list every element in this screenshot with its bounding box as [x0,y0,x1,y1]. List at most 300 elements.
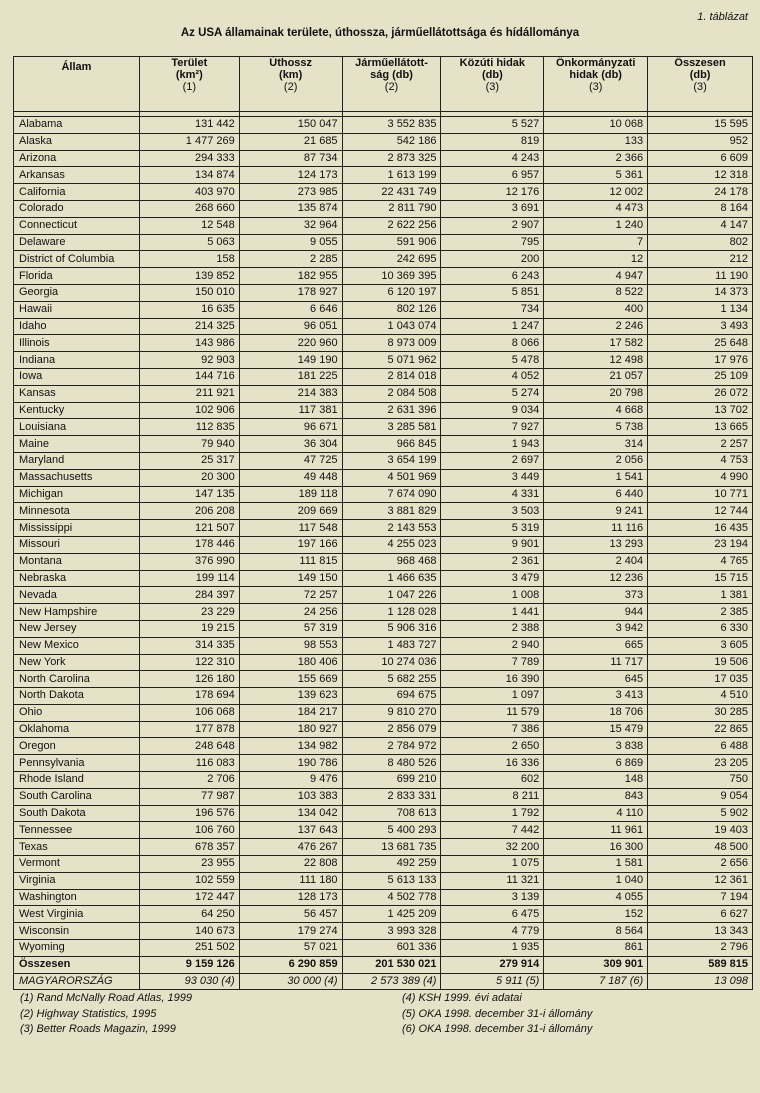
table-cell: 6 440 [544,486,648,503]
table-cell: 699 210 [342,772,441,789]
table-cell: 12 176 [441,184,544,201]
column-header-road-bridges [441,57,544,112]
state-name: Minnesota [14,503,140,520]
table-cell: 117 381 [239,402,342,419]
state-name: Missouri [14,536,140,553]
table-cell: 13 098 [648,973,753,990]
total-label: Összesen [14,956,140,973]
table-cell: 111 180 [239,872,342,889]
table-cell: 137 643 [239,822,342,839]
header-line: Önkormányzati [555,57,636,69]
table-row [14,704,753,721]
table-cell: 601 336 [342,940,441,957]
table-cell: 12 548 [139,217,239,234]
table-cell: 180 406 [239,654,342,671]
table-cell: 32 964 [239,217,342,234]
table-row [14,570,753,587]
table-cell: 476 267 [239,839,342,856]
table-cell: 5 911 (5) [441,973,544,990]
table-cell: 144 716 [139,368,239,385]
header-source: (3) [485,81,500,93]
table-cell: 750 [648,772,753,789]
table-cell: 1 466 635 [342,570,441,587]
state-name: Pennsylvania [14,755,140,772]
state-name: Louisiana [14,419,140,436]
table-cell: 12 498 [544,352,648,369]
table-cell: 5 400 293 [342,822,441,839]
table-cell: 30 000 (4) [239,973,342,990]
table-cell: 2 285 [239,251,342,268]
source-note: (1) Rand McNally Road Atlas, 1999 [20,992,193,1004]
table-cell: 131 442 [139,117,239,134]
table-cell: 403 970 [139,184,239,201]
table-cell: 7 386 [441,721,544,738]
table-cell: 200 [441,251,544,268]
table-cell: 678 357 [139,839,239,856]
table-cell: 2 856 079 [342,721,441,738]
table-cell: 7 442 [441,822,544,839]
table-cell: 1 792 [441,805,544,822]
table-cell: 5 738 [544,419,648,436]
table-cell: 1 097 [441,688,544,705]
table-cell: 10 274 036 [342,654,441,671]
table-cell: 22 865 [648,721,753,738]
table-cell: 134 042 [239,805,342,822]
table-cell: 2 257 [648,436,753,453]
table-cell: 12 002 [544,184,648,201]
table-cell: 9 055 [239,234,342,251]
table-cell: 13 702 [648,402,753,419]
table-cell: 25 109 [648,368,753,385]
table-cell: 214 383 [239,385,342,402]
table-cell: 211 921 [139,385,239,402]
state-name: New York [14,654,140,671]
state-name: California [14,184,140,201]
table-cell: 18 706 [544,704,648,721]
state-name: Ohio [14,704,140,721]
state-name: Maine [14,436,140,453]
table-cell: 23 205 [648,755,753,772]
table-cell: 15 715 [648,570,753,587]
table-cell: 150 010 [139,284,239,301]
table-cell: 6 646 [239,301,342,318]
table-cell: 589 815 [648,956,753,973]
table-cell: 22 431 749 [342,184,441,201]
table-cell: 5 274 [441,385,544,402]
table-row [14,856,753,873]
table-row [14,234,753,251]
header-line: (km²) [175,69,203,81]
table-cell: 79 940 [139,436,239,453]
state-name: West Virginia [14,906,140,923]
table-cell: 196 576 [139,805,239,822]
table-cell: 3 654 199 [342,452,441,469]
table-cell: 16 435 [648,520,753,537]
table-cell: 17 582 [544,335,648,352]
table-cell: 268 660 [139,200,239,217]
state-name: Wisconsin [14,923,140,940]
table-cell: 251 502 [139,940,239,957]
table-cell: 314 335 [139,637,239,654]
table-row [14,318,753,335]
table-cell: 12 [544,251,648,268]
table-number: 1. táblázat [697,11,748,23]
table-cell: 4 779 [441,923,544,940]
state-name: New Jersey [14,620,140,637]
state-name: Alabama [14,117,140,134]
table-cell: 4 052 [441,368,544,385]
table-cell: 199 114 [139,570,239,587]
table-cell: 645 [544,671,648,688]
state-name: Idaho [14,318,140,335]
state-name: Hawaii [14,301,140,318]
table-row [14,133,753,150]
header-row [14,57,753,112]
table-cell: 2 784 972 [342,738,441,755]
table-cell: 1 483 727 [342,637,441,654]
table-cell: 819 [441,133,544,150]
table-cell: 12 318 [648,167,753,184]
state-name: Alaska [14,133,140,150]
hungary-row [14,973,753,990]
table-cell: 47 725 [239,452,342,469]
header-line: hidak (db) [569,69,622,81]
table-cell: 10 369 395 [342,268,441,285]
table-row [14,637,753,654]
table-cell: 220 960 [239,335,342,352]
table-cell: 4 147 [648,217,753,234]
table-cell: 802 [648,234,753,251]
table-cell: 48 500 [648,839,753,856]
header-line: Járműellátott- [355,57,428,69]
table-cell: 2 573 389 (4) [342,973,441,990]
table-cell: 3 993 328 [342,923,441,940]
table-row [14,839,753,856]
table-row [14,553,753,570]
table-cell: 8 480 526 [342,755,441,772]
table-cell: 9 241 [544,503,648,520]
table-cell: 124 173 [239,167,342,184]
table-cell: 77 987 [139,788,239,805]
table-cell: 4 331 [441,486,544,503]
table-cell: 966 845 [342,436,441,453]
table-cell: 376 990 [139,553,239,570]
table-cell: 602 [441,772,544,789]
state-name: Washington [14,889,140,906]
table-cell: 802 126 [342,301,441,318]
hungary-label: MAGYARORSZÁG [14,973,140,990]
table-cell: 9 034 [441,402,544,419]
table-cell: 6 475 [441,906,544,923]
table-cell: 861 [544,940,648,957]
state-name: District of Columbia [14,251,140,268]
table-cell: 209 669 [239,503,342,520]
table-cell: 4 473 [544,200,648,217]
table-row [14,604,753,621]
header-line: Közúti hidak [459,57,526,69]
state-name: South Carolina [14,788,140,805]
table-cell: 2 056 [544,452,648,469]
table-cell: 13 343 [648,923,753,940]
column-header-road-length [239,57,342,112]
state-name: Oklahoma [14,721,140,738]
table-cell: 25 648 [648,335,753,352]
table-cell: 15 479 [544,721,648,738]
table-cell: 9 901 [441,536,544,553]
table-cell: 3 838 [544,738,648,755]
table-cell: 21 685 [239,133,342,150]
table-cell: 492 259 [342,856,441,873]
table-cell: 3 881 829 [342,503,441,520]
table-cell: 116 083 [139,755,239,772]
table-cell: 3 139 [441,889,544,906]
table-cell: 944 [544,604,648,621]
table-row [14,167,753,184]
table-cell: 8 066 [441,335,544,352]
table-cell: 279 914 [441,956,544,973]
table-cell: 8 522 [544,284,648,301]
table-row [14,940,753,957]
table-cell: 20 798 [544,385,648,402]
table-cell: 22 808 [239,856,342,873]
table-cell: 4 765 [648,553,753,570]
table-cell: 6 330 [648,620,753,637]
table-cell: 7 [544,234,648,251]
table-cell: 1 247 [441,318,544,335]
source-notes-right [402,991,592,1038]
table-cell: 734 [441,301,544,318]
table-cell: 7 194 [648,889,753,906]
table-cell: 6 627 [648,906,753,923]
table-cell: 1 541 [544,469,648,486]
table-row [14,822,753,839]
table-cell: 30 285 [648,704,753,721]
table-cell: 2 706 [139,772,239,789]
table-cell: 12 236 [544,570,648,587]
table-cell: 150 047 [239,117,342,134]
table-cell: 180 927 [239,721,342,738]
table-row [14,536,753,553]
table-cell: 140 673 [139,923,239,940]
table-cell: 3 479 [441,570,544,587]
table-cell: 139 852 [139,268,239,285]
table-cell: 4 510 [648,688,753,705]
table-cell: 11 579 [441,704,544,721]
source-note: (5) OKA 1998. december 31-i állomány [402,1007,593,1020]
state-name: Maryland [14,452,140,469]
table-cell: 9 159 126 [139,956,239,973]
table-cell: 12 361 [648,872,753,889]
table-row [14,788,753,805]
table-cell: 24 256 [239,604,342,621]
table-cell: 155 669 [239,671,342,688]
table-cell: 122 310 [139,654,239,671]
table-cell: 201 530 021 [342,956,441,973]
header-line: Összesen [674,57,726,69]
table-row [14,436,753,453]
state-name: Kentucky [14,402,140,419]
state-name: Delaware [14,234,140,251]
table-cell: 284 397 [139,587,239,604]
table-cell: 5 902 [648,805,753,822]
table-cell: 134 982 [239,738,342,755]
table-cell: 19 506 [648,654,753,671]
table-cell: 3 413 [544,688,648,705]
table-cell: 2 404 [544,553,648,570]
column-header-municipal-bridges [544,57,648,112]
table-cell: 2 366 [544,150,648,167]
table-cell: 1 134 [648,301,753,318]
table-cell: 149 150 [239,570,342,587]
table-cell: 172 447 [139,889,239,906]
header-source: (1) [182,81,197,93]
table-cell: 4 502 778 [342,889,441,906]
state-name: Tennessee [14,822,140,839]
table-row [14,184,753,201]
table-cell: 2 796 [648,940,753,957]
data-table [13,56,753,990]
table-cell: 106 760 [139,822,239,839]
table-cell: 56 457 [239,906,342,923]
column-header-total [648,57,753,112]
table-cell: 1 040 [544,872,648,889]
header-line: (db) [481,69,503,81]
table-cell: 178 694 [139,688,239,705]
table-cell: 952 [648,133,753,150]
table-cell: 13 293 [544,536,648,553]
table-cell: 8 164 [648,200,753,217]
column-header-vehicles [342,57,441,112]
table-cell: 179 274 [239,923,342,940]
state-name: Florida [14,268,140,285]
table-cell: 1 581 [544,856,648,873]
header-line: Terület [171,57,208,69]
table-cell: 6 869 [544,755,648,772]
state-name: Oregon [14,738,140,755]
table-body [14,117,753,957]
source-note: (3) Better Roads Magazin, 1999 [20,1023,176,1035]
table-cell: 103 383 [239,788,342,805]
source-note: (2) Highway Statistics, 1995 [20,1007,157,1020]
table-cell: 184 217 [239,704,342,721]
table-row [14,217,753,234]
table-cell: 5 527 [441,117,544,134]
table-cell: 3 493 [648,318,753,335]
table-row [14,906,753,923]
table-cell: 23 229 [139,604,239,621]
table-cell: 1 943 [441,436,544,453]
table-cell: 6 120 197 [342,284,441,301]
table-cell: 3 942 [544,620,648,637]
table-row [14,587,753,604]
table-cell: 12 744 [648,503,753,520]
table-cell: 273 985 [239,184,342,201]
table-cell: 4 947 [544,268,648,285]
table-row [14,469,753,486]
state-name: North Dakota [14,688,140,705]
table-cell: 36 304 [239,436,342,453]
column-header-area [139,57,239,112]
table-cell: 373 [544,587,648,604]
table-cell: 49 448 [239,469,342,486]
table-cell: 8 973 009 [342,335,441,352]
table-cell: 17 976 [648,352,753,369]
state-name: Wyoming [14,940,140,957]
table-cell: 2 650 [441,738,544,755]
table-row [14,671,753,688]
table-cell: 57 319 [239,620,342,637]
table-cell: 1 075 [441,856,544,873]
table-row [14,620,753,637]
table-cell: 112 835 [139,419,239,436]
state-name: Arizona [14,150,140,167]
table-cell: 2 084 508 [342,385,441,402]
table-cell: 14 373 [648,284,753,301]
table-row [14,284,753,301]
table-cell: 17 035 [648,671,753,688]
total-row [14,956,753,973]
table-cell: 117 548 [239,520,342,537]
table-cell: 242 695 [342,251,441,268]
table-cell: 1 128 028 [342,604,441,621]
table-cell: 6 243 [441,268,544,285]
table-cell: 400 [544,301,648,318]
table-cell: 149 190 [239,352,342,369]
table-cell: 182 955 [239,268,342,285]
state-name: Virginia [14,872,140,889]
table-cell: 3 503 [441,503,544,520]
table-row [14,335,753,352]
table-cell: 2 940 [441,637,544,654]
state-name: Iowa [14,368,140,385]
header-line: Úthossz [269,57,313,69]
table-cell: 7 789 [441,654,544,671]
table-cell: 148 [544,772,648,789]
table-cell: 1 240 [544,217,648,234]
table-cell: 3 285 581 [342,419,441,436]
table-cell: 2 656 [648,856,753,873]
table-cell: 197 166 [239,536,342,553]
table-cell: 8 564 [544,923,648,940]
table-cell: 92 903 [139,352,239,369]
table-cell: 2 833 331 [342,788,441,805]
table-cell: 591 906 [342,234,441,251]
table-cell: 4 110 [544,805,648,822]
state-name: Mississippi [14,520,140,537]
state-name: Connecticut [14,217,140,234]
table-cell: 7 927 [441,419,544,436]
table-cell: 152 [544,906,648,923]
state-name: Vermont [14,856,140,873]
table-cell: 16 390 [441,671,544,688]
table-row [14,117,753,134]
table-row [14,268,753,285]
table-cell: 24 178 [648,184,753,201]
table-cell: 4 668 [544,402,648,419]
table-cell: 93 030 (4) [139,973,239,990]
table-cell: 212 [648,251,753,268]
table-cell: 10 771 [648,486,753,503]
header-line: Állam [61,61,92,73]
state-name: Indiana [14,352,140,369]
table-cell: 121 507 [139,520,239,537]
table-cell: 23 194 [648,536,753,553]
page-title: Az USA államainak területe, úthossza, járműellátottsága és hídállománya [180,27,580,39]
source-notes-left [20,991,192,1038]
state-name: Montana [14,553,140,570]
table-cell: 126 180 [139,671,239,688]
table-cell: 708 613 [342,805,441,822]
